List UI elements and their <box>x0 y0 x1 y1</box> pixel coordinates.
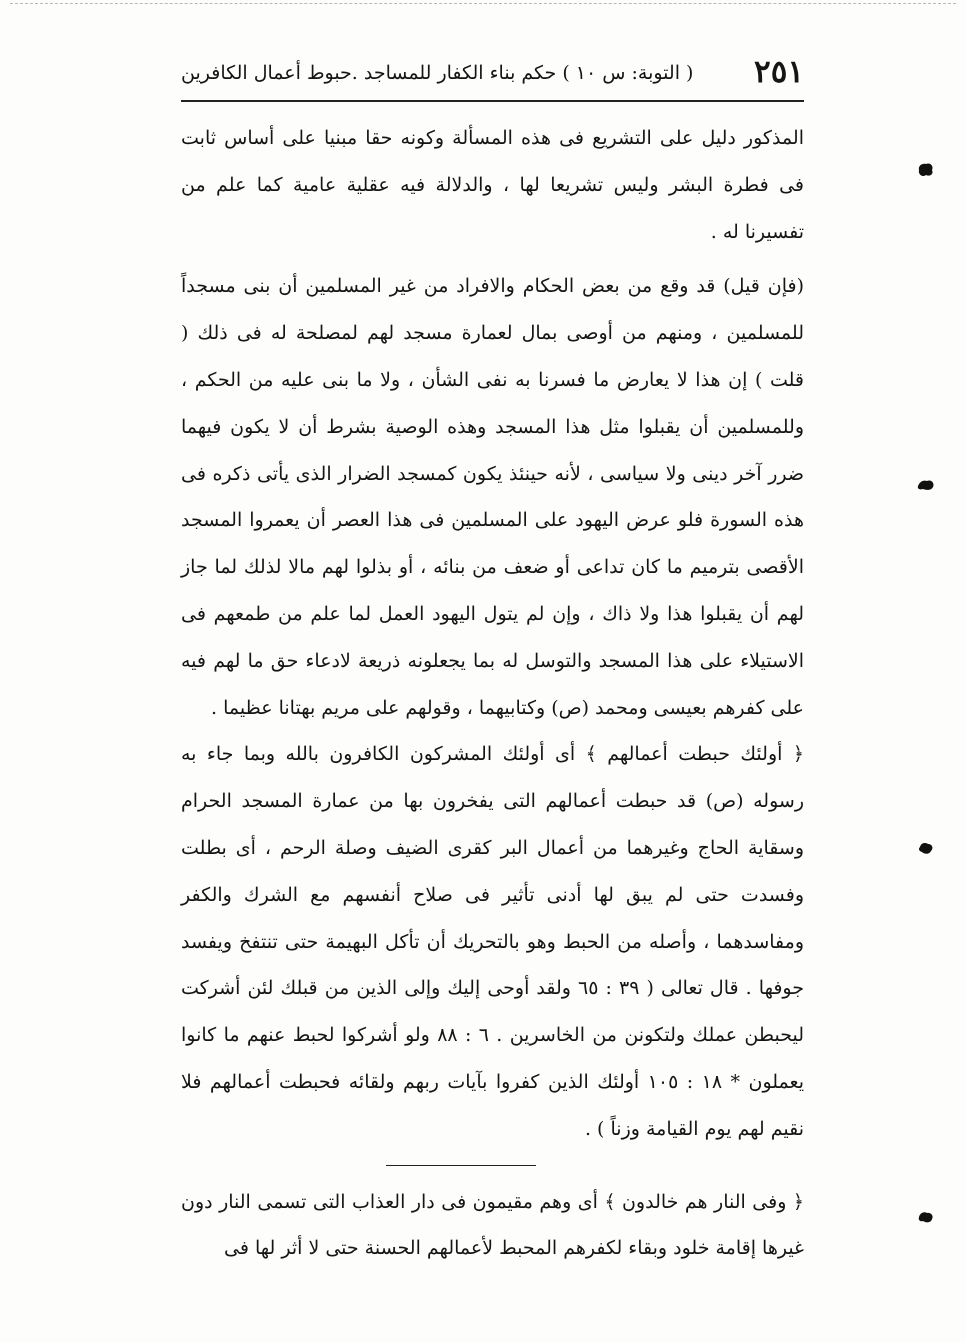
page-body <box>181 115 804 1272</box>
ink-blot-icon <box>916 475 936 495</box>
paragraph-3: ﴿ أولئك حبطت أعمالهم ﴾ أى أولئك المشركون الكافرون بالله وبما جاء به رسوله (ص) قد حبطت أعمالهم التى يفخرون بها من عمارة المسجد الحرام وسقاية الحاج وغيرهما من أعمال البر كقرى الضيف وصلة الرحم ، أى بطلت وفسدت حتى لم يبق لها أدنى تأثير فى صلاح أنفسهم مع الشرك والكفر ومفاسدهما ، وأصله من الحبط وهو بالتحريك أن تأكل البهيمة حتى تنتفخ ويفسد جوفها . قال تعالى ( ٣٩ : ٦٥ ولقد أوحى إليك وإلى الذين من قبلك لئن أشركت ليحبطن عملك ولتكونن من الخاسرين . ٦ : ٨٨ ولو أشركوا لحبط عنهم ما كانوا يعملون * ١٨ : ١٠٥ أولئك الذين كفروا بآيات ربهم ولقائه فحبطت أعمالهم فلا نقيم لهم يوم القيامة وزناً ) . <box>181 743 804 1140</box>
paragraph-1: المذكور دليل على التشريع فى هذه المسألة وكونه حقا مبنيا على أساس ثابت فى فطرة البشر وليس تشريعا لها ، والدلالة فيه عقلية عامية كما علم من تفسيرنا له . <box>181 127 804 243</box>
page-number: ٢٥١ <box>754 54 804 90</box>
page-header <box>181 52 804 102</box>
ink-blot-icon <box>916 838 936 858</box>
ink-blot-icon <box>916 160 936 180</box>
running-head: ( التوبة: س ١٠ ) حكم بناء الكفار للمساجد .حبوط أعمال الكافرين <box>181 62 694 84</box>
paragraph-2: (فإن قيل) قد وقع من بعض الحكام والافراد من غير المسلمين أن بنى مسجداً للمسلمين ، ومنهم من أوصى بمال لعمارة مسجد لهم لمصلحة له فى ذلك ( قلت ) إن هذا لا يعارض ما فسرنا به نفى الشأن ، ولا ما بنى عليه من الحكم ، وللمسلمين أن يقبلوا مثل هذا المسجد وهذه الوصية بشرط أن لا يكون فيهما ضرر آخر دينى ولا سياسى ، لأنه حينئذ يكون كمسجد الضرار الذى يأتى ذكره فى هذه السورة فلو عرض اليهود على المسلمين فى هذا العصر أن يعمروا المسجد الأقصى بترميم ما كان تداعى أو ضعف من بنائه ، أو بذلوا لهم مالا لذلك لما جاز لهم أن يقبلوا هذا ولا ذاك ، وإن لم يتول اليهود العمل لما علم من طمعهم فى الاستيلاء على هذا المسجد والتوسل له بما يجعلونه ذريعة لادعاء حق ما لهم فيه على كفرهم بعيسى ومحمد (ص) وكتابيهما ، وقولهم على مريم بهتانا عظيما . <box>181 275 804 719</box>
book-page <box>181 52 804 1272</box>
section-rule <box>181 1165 804 1171</box>
paragraph-4: ﴿ وفى النار هم خالدون ﴾ أى وهم مقيمون فى دار العذاب التى تسمى النار دون غيرها إقامة خلود وبقاء لكفرهم المحبط لأعمالهم الحسنة حتى لا أثر لها فى <box>181 1190 804 1260</box>
top-dashed-border <box>10 3 956 4</box>
ink-blot-icon <box>916 1207 936 1227</box>
